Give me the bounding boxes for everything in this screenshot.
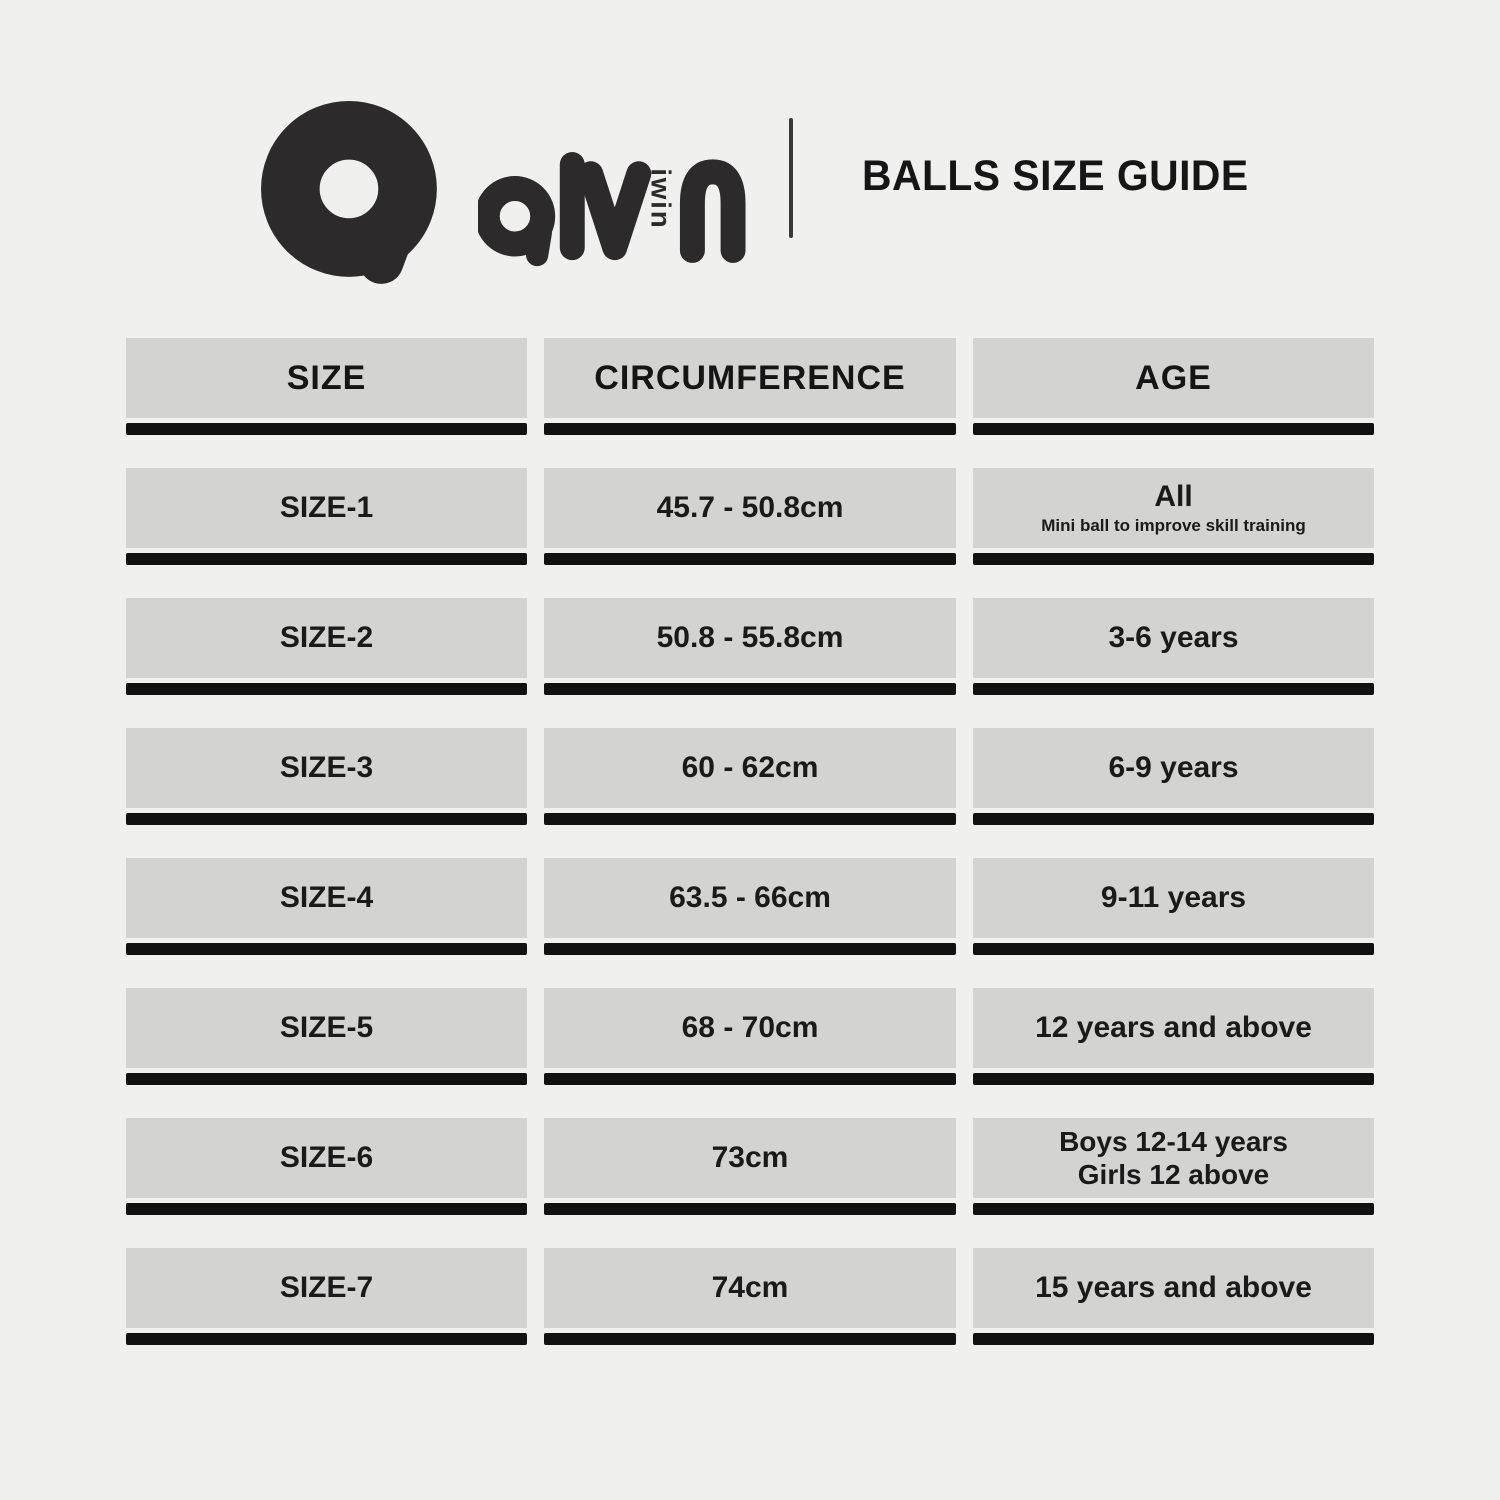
row-underline	[126, 813, 527, 825]
row-underline	[544, 943, 956, 955]
row-underline	[126, 423, 527, 435]
age-cell	[973, 728, 1374, 808]
age-cell	[973, 1118, 1374, 1198]
table-row	[126, 858, 1374, 955]
row-underline	[973, 683, 1374, 695]
age-note: Mini ball to improve skill training	[1041, 516, 1306, 535]
age-value: 12 years and above	[1035, 1011, 1312, 1044]
size-cell	[126, 1118, 527, 1198]
table-row	[126, 1248, 1374, 1345]
row-underline	[544, 813, 956, 825]
size-value: SIZE-5	[279, 1011, 374, 1044]
row-underline	[973, 1073, 1374, 1085]
circumference-cell	[544, 1118, 956, 1198]
row-underline	[544, 1333, 956, 1345]
circumference-value: 45.7 - 50.8cm	[656, 491, 844, 524]
row-underline	[126, 1073, 527, 1085]
row-underline	[544, 1203, 956, 1215]
circumference-cell	[544, 598, 956, 678]
circumference-cell	[544, 468, 956, 548]
row-underline	[126, 1333, 527, 1345]
brand-wordmark	[478, 116, 746, 274]
row-underline	[544, 1073, 956, 1085]
row-underline	[973, 813, 1374, 825]
circumference-cell	[544, 988, 956, 1068]
age-value: All	[1154, 480, 1193, 513]
column-header-label: SIZE	[286, 358, 367, 397]
age-value-line2: Girls 12 above	[1077, 1159, 1270, 1190]
row-underline	[544, 683, 956, 695]
age-value: Boys 12-14 years	[1059, 1125, 1288, 1157]
size-cell	[126, 728, 527, 808]
table-row	[126, 598, 1374, 695]
column-header-age	[973, 338, 1374, 418]
age-cell	[973, 1248, 1374, 1328]
table-row	[126, 1118, 1374, 1215]
age-value: 3-6 years	[1108, 621, 1239, 654]
age-value: 6-9 years	[1108, 751, 1239, 784]
circumference-cell	[544, 728, 956, 808]
header-divider	[789, 118, 793, 238]
column-header-circumference	[544, 338, 956, 418]
size-cell	[126, 468, 527, 548]
age-cell	[973, 988, 1374, 1068]
row-underline	[544, 423, 956, 435]
brand-vertical-text: iwin	[645, 168, 677, 230]
size-cell	[126, 858, 527, 938]
circumference-value: 60 - 62cm	[681, 751, 819, 784]
table-row	[126, 728, 1374, 825]
size-cell	[126, 1248, 527, 1328]
row-underline	[544, 553, 956, 565]
size-value: SIZE-3	[279, 751, 374, 784]
circumference-cell	[544, 858, 956, 938]
table-header-row	[126, 338, 1374, 435]
size-cell	[126, 598, 527, 678]
circumference-value: 68 - 70cm	[681, 1011, 819, 1044]
row-underline	[973, 943, 1374, 955]
size-value: SIZE-4	[279, 881, 374, 914]
circumference-cell	[544, 1248, 956, 1328]
row-underline	[973, 1333, 1374, 1345]
row-underline	[973, 1203, 1374, 1215]
brand-logo-icon	[258, 100, 450, 292]
age-value: 9-11 years	[1100, 881, 1247, 914]
size-cell	[126, 988, 527, 1068]
age-cell	[973, 858, 1374, 938]
age-cell	[973, 598, 1374, 678]
row-underline	[126, 553, 527, 565]
table-row	[126, 468, 1374, 565]
row-underline	[126, 683, 527, 695]
size-value: SIZE-6	[279, 1141, 374, 1174]
size-table	[126, 338, 1374, 1378]
table-row	[126, 988, 1374, 1085]
circumference-value: 50.8 - 55.8cm	[656, 621, 844, 654]
size-value: SIZE-1	[279, 491, 374, 524]
age-value: 15 years and above	[1035, 1271, 1312, 1304]
column-header-label: AGE	[1135, 358, 1212, 397]
age-cell	[973, 468, 1374, 548]
circumference-value: 63.5 - 66cm	[669, 881, 831, 914]
column-header-label: CIRCUMFERENCE	[594, 358, 906, 397]
column-header-size	[126, 338, 527, 418]
size-value: SIZE-2	[279, 621, 374, 654]
size-value: SIZE-7	[279, 1271, 374, 1304]
circumference-value: 73cm	[711, 1141, 789, 1174]
row-underline	[126, 1203, 527, 1215]
row-underline	[126, 943, 527, 955]
page-title: BALLS SIZE GUIDE	[862, 152, 1249, 200]
circumference-value: 74cm	[711, 1271, 789, 1304]
row-underline	[973, 553, 1374, 565]
row-underline	[973, 423, 1374, 435]
